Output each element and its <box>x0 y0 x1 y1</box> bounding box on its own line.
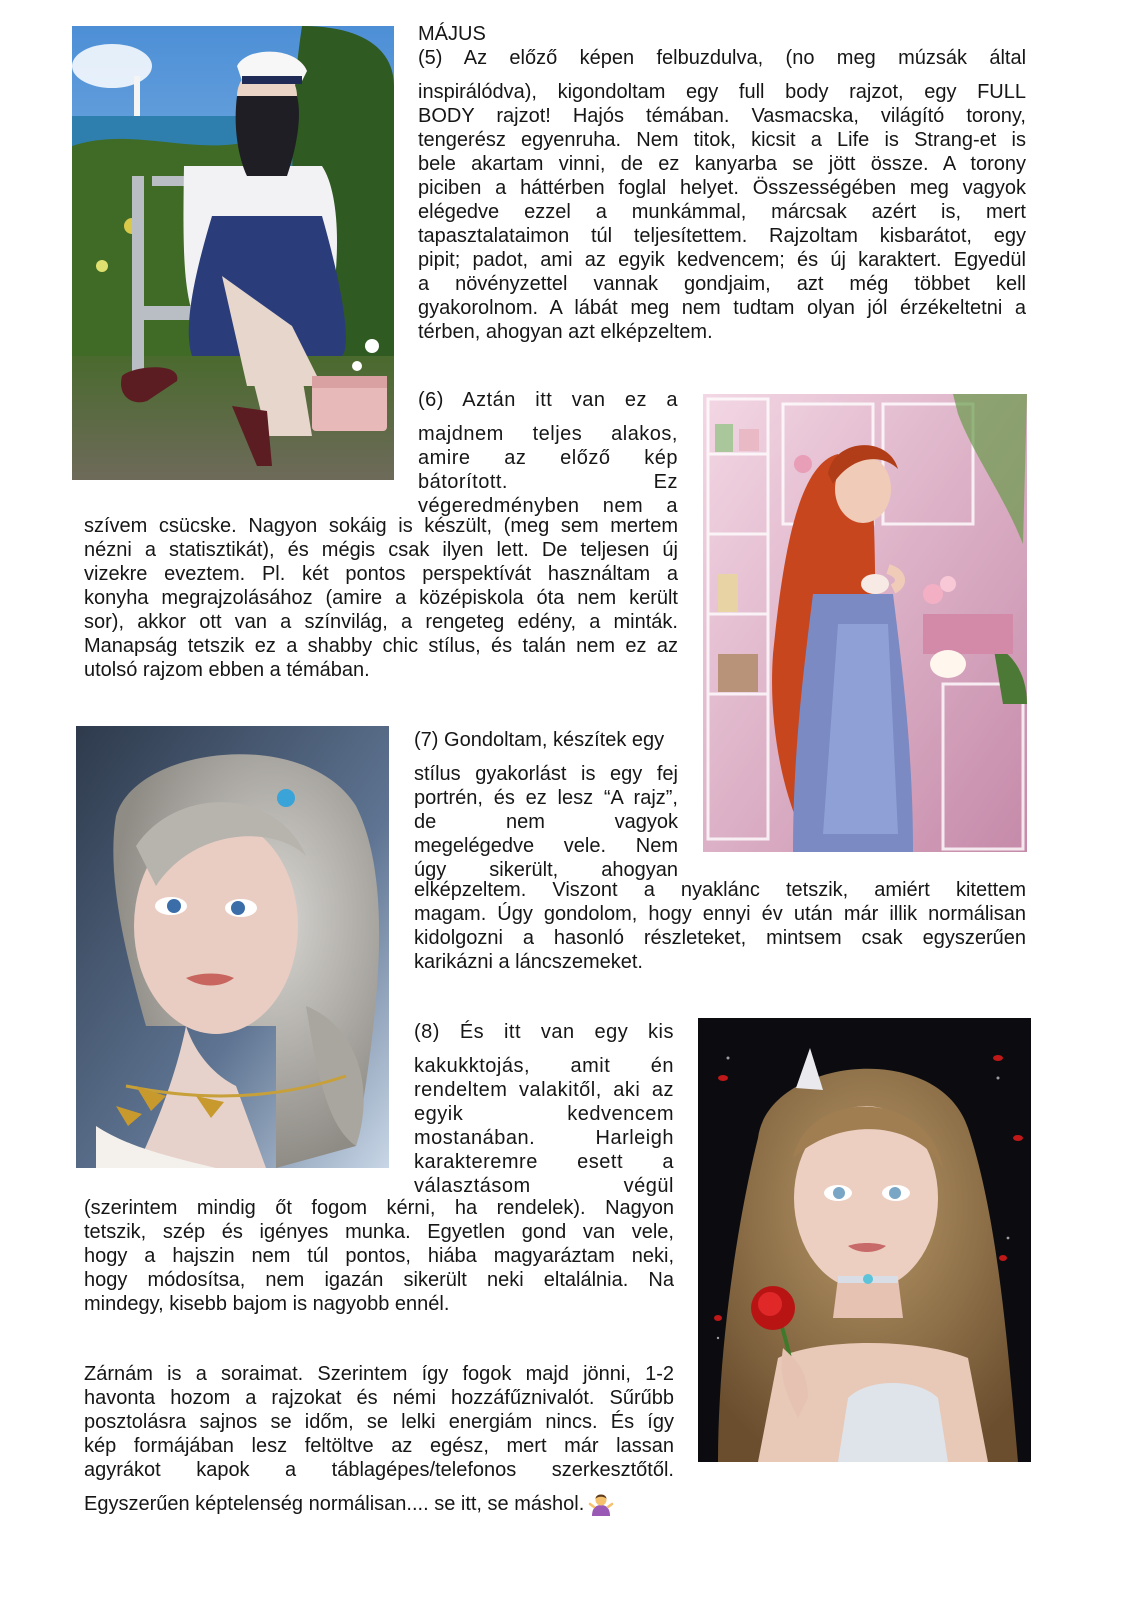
closing-text: Zárnám is a soraimat. Szerintem így fogok majd jönni, 1-2 havonta hozom a rajzokat és némi hozzáfűznivalót. Sűrűbb posztolásra sajnos se időm, se lelki energiám nincs. És így kép formájában lesz feltöltve az egész, mert már lassan agyrákot kapok a táblagépes/telefonos szerkesztőtől. Egyszerűen képtelenség normálisan.... se itt, se máshol. <box>84 1363 674 1515</box>
section-7-text-wide: elképzeltem. Viszont a nyaklánc tetszik, amiért kitettem magam. Úgy gondolom, hogy ennyi év után már illik normálisan kidolgozni a hasonló részleteket, mintsem csak egyszerűen karikázni a láncszemeket. <box>414 879 1026 973</box>
section-8-text-wide: (szerintem mindig őt fogom kérni, ha rendelek). Nagyon tetszik, szép és igényes munka. Egyetlen gond van vele, hogy a hajszin nem túl pontos, hiába magyaráztam neki, hogy módosítsa, nem igazán sikerült neki eltalálnia. Na mindegy, kisebb bajom is nagyobb ennél. <box>84 1197 674 1315</box>
redhead-girl-in-kitchen-artwork <box>703 394 1027 852</box>
girl-with-red-rose-artwork <box>698 1018 1031 1462</box>
month-heading: MÁJUS <box>418 23 486 45</box>
section-6-text-wide: szívem csücske. Nagyon sokáig is készült, (meg sem mertem nézni a statisztikát), és mégis csak ilyen lett. De teljesen új vizekre eveztem. Pl. két pontos perspektívát használtam a konyha megrajzolásához (amire a középiskola óta nem került sor), akkor ott van a színvilág, a rengeteg edény, a minták. Manapság tetszik ez a shabby chic stílus, és talán nem ez az utolsó rajzom ebben a témában. <box>84 515 678 681</box>
section-8-text: (8) És itt van egy kis kakukktojás, amit én rendeltem valakitől, aki az egyik kedvencem mostanában. Harleigh karakteremre esett a választásom végül <box>414 1021 674 1197</box>
section-number: (6) <box>418 389 444 411</box>
person-shrugging-emoji-icon <box>588 1490 614 1516</box>
section-7-text: (7) Gondoltam, készítek egy stílus gyakorlást is egy fej portrén, és ez lesz “A rajz”, de nem vagyok megelégedve vele. Nem úgy sikerült, ahogyan <box>414 729 678 881</box>
section-number: (8) <box>414 1021 440 1043</box>
section-6-text: (6) Aztán itt van ez a majdnem teljes alakos, amire az előző kép bátorított. Ez végeredményben nem a <box>418 389 679 517</box>
silver-haired-portrait-artwork <box>76 726 389 1168</box>
section-5-text: (5) Az előző képen felbuzdulva, (no meg múzsák által inspirálódva), kigondoltam egy full body rajzot, egy FULL BODY rajzot! Hajós témában. Vasmacska, világító torony, tengerész egyenruha. Nem titok, kicsit a Life is Strang-et is bele akartam vinni, de ez kanyarba se jött össze. A torony piciben a háttérben foglal helyet. Összességében meg vagyok elégedve ezzel a munkámmal, márcsak azért is, mert tapasztalataimon túl teljesítettem. Rajzoltam kisbarátot, egy pipit; padot, ami az egyik kedvencem; és új karaktert. Egyedül a növényzettel vannak gondjaim, azt még többet kell gyakorolnom. A lábát meg nem tudtam olyan jól érzékeltetni a térben, ahogyan azt elképzeltem. <box>418 47 1027 343</box>
sailor-girl-on-bench-artwork <box>72 26 394 480</box>
section-number: (5) <box>418 47 443 69</box>
section-number: (7) <box>414 729 439 751</box>
